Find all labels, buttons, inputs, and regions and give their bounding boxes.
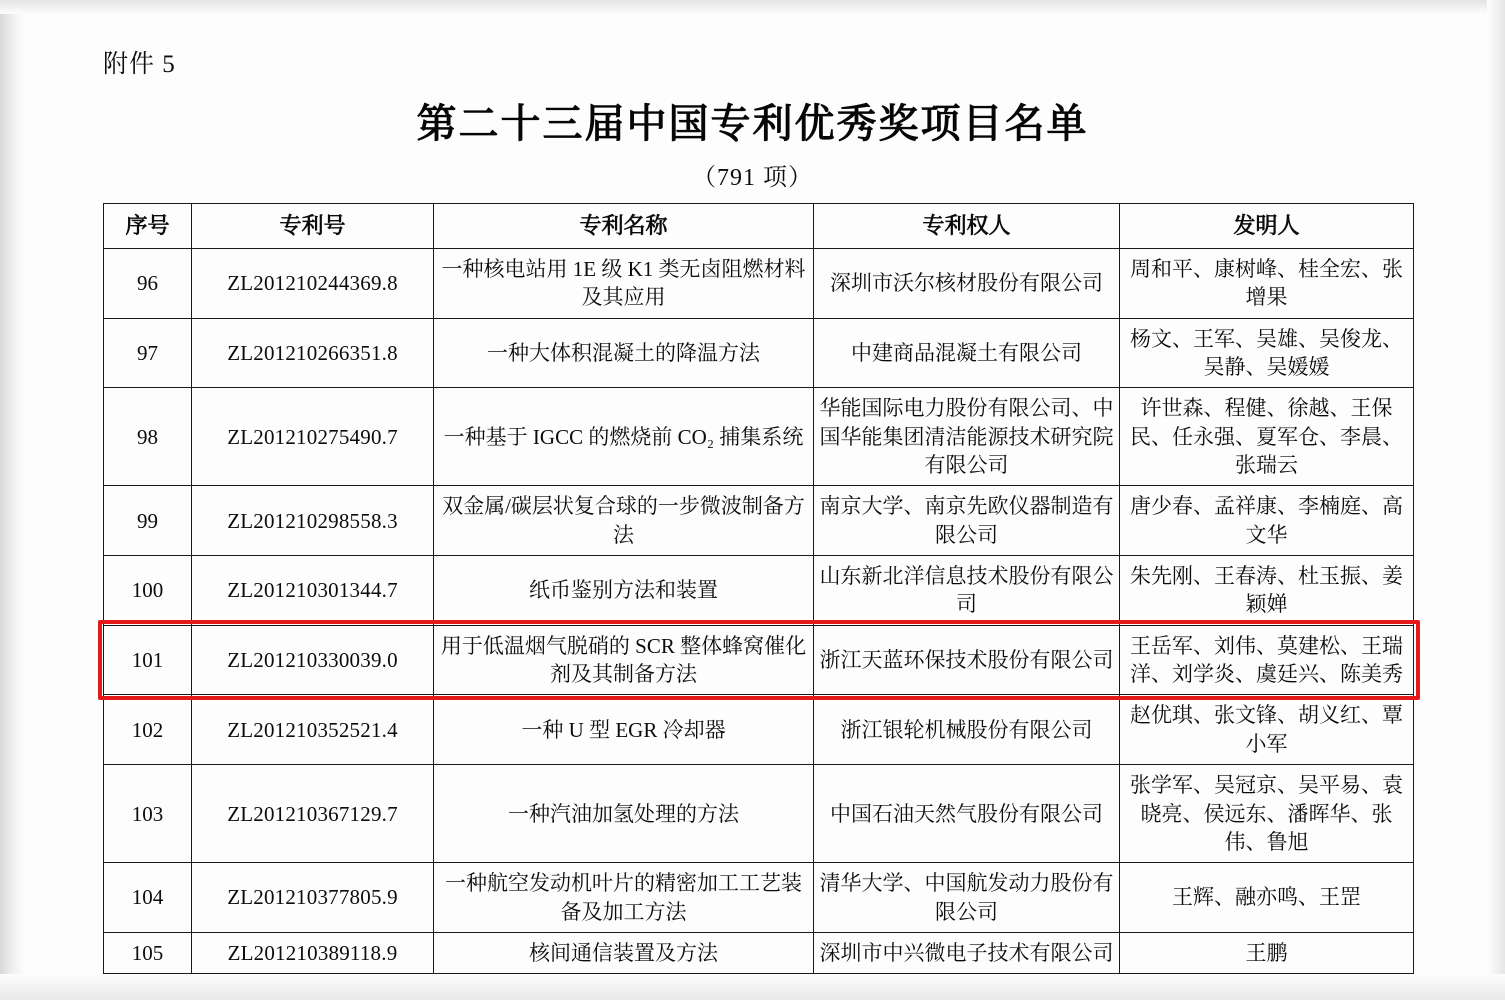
cell-owner: 清华大学、中国航发动力股份有限公司 [814,863,1120,933]
cell-inventors: 唐少春、孟祥康、李楠庭、高文华 [1120,486,1414,556]
cell-inventors: 赵优琪、张文锋、胡义红、覃小军 [1120,695,1414,765]
cell-patent-no: ZL201210389118.9 [192,932,434,973]
table-row [104,932,1414,973]
cell-patent-name: 纸币鉴别方法和装置 [434,556,814,626]
patent-list-table-wrapper [103,203,1413,974]
cell-no: 98 [104,388,192,486]
scan-edge-left [0,0,26,1000]
cell-patent-name: 一种核电站用 1E 级 K1 类无卤阻燃材料及其应用 [434,249,814,319]
cell-patent-name: 用于低温烟气脱硝的 SCR 整体蜂窝催化剂及其制备方法 [434,625,814,695]
cell-patent-no: ZL201210377805.9 [192,863,434,933]
cell-patent-no: ZL201210301344.7 [192,556,434,626]
cell-no: 104 [104,863,192,933]
cell-patent-name: 一种大体积混凝土的降温方法 [434,318,814,388]
scan-edge-bottom [0,974,1505,1000]
column-header-no: 序号 [104,204,192,249]
table-row [104,765,1414,863]
cell-patent-no: ZL201210298558.3 [192,486,434,556]
page-title: 第二十三届中国专利优秀奖项目名单 [416,101,1089,146]
cell-owner: 浙江银轮机械股份有限公司 [814,695,1120,765]
scan-edge-top [0,0,1505,14]
cell-patent-name: 一种航空发动机叶片的精密加工工艺装备及加工方法 [434,863,814,933]
table-row [104,318,1414,388]
table-row [104,695,1414,765]
table-row [104,486,1414,556]
cell-no: 97 [104,318,192,388]
cell-no: 103 [104,765,192,863]
cell-no: 102 [104,695,192,765]
cell-patent-no: ZL201210266351.8 [192,318,434,388]
cell-patent-name: 一种 U 型 EGR 冷却器 [434,695,814,765]
table-row [104,625,1414,695]
cell-no: 100 [104,556,192,626]
cell-patent-no: ZL201210352521.4 [192,695,434,765]
patent-list-table [103,203,1414,974]
cell-owner: 中国石油天然气股份有限公司 [814,765,1120,863]
cell-owner: 深圳市中兴微电子技术有限公司 [814,932,1120,973]
cell-patent-no: ZL201210330039.0 [192,625,434,695]
cell-owner: 华能国际电力股份有限公司、中国华能集团清洁能源技术研究院有限公司 [814,388,1120,486]
cell-patent-no: ZL201210367129.7 [192,765,434,863]
cell-inventors: 王辉、融亦鸣、王罡 [1120,863,1414,933]
cell-patent-name: 一种基于 IGCC 的燃烧前 CO₂ 捕集系统 [434,388,814,486]
cell-owner: 中建商品混凝土有限公司 [814,318,1120,388]
cell-no: 96 [104,249,192,319]
cell-owner: 南京大学、南京先欧仪器制造有限公司 [814,486,1120,556]
column-header-owner: 专利权人 [814,204,1120,249]
cell-no: 105 [104,932,192,973]
cell-inventors: 杨文、王军、吴雄、吴俊龙、吴静、吴媛媛 [1120,318,1414,388]
column-header-patent-name: 专利名称 [434,204,814,249]
cell-owner: 山东新北洋信息技术股份有限公司 [814,556,1120,626]
table-row [104,556,1414,626]
table-header-row [104,204,1414,249]
table-row [104,388,1414,486]
cell-patent-name: 一种汽油加氢处理的方法 [434,765,814,863]
cell-inventors: 周和平、康树峰、桂全宏、张增果 [1120,249,1414,319]
table-body [104,249,1414,974]
cell-owner: 浙江天蓝环保技术股份有限公司 [814,625,1120,695]
scan-edge-right [1487,0,1505,1000]
cell-patent-name: 双金属/碳层状复合球的一步微波制备方法 [434,486,814,556]
cell-no: 101 [104,625,192,695]
cell-patent-no: ZL201210275490.7 [192,388,434,486]
cell-inventors: 朱先刚、王春涛、杜玉振、姜颖婵 [1120,556,1414,626]
cell-inventors: 王鹏 [1120,932,1414,973]
table-row [104,249,1414,319]
column-header-patent-no: 专利号 [192,204,434,249]
cell-owner: 深圳市沃尔核材股份有限公司 [814,249,1120,319]
cell-no: 99 [104,486,192,556]
cell-patent-name: 核间通信装置及方法 [434,932,814,973]
cell-patent-no: ZL201210244369.8 [192,249,434,319]
column-header-inventors: 发明人 [1120,204,1414,249]
cell-inventors: 张学军、吴冠京、吴平易、袁晓亮、侯远东、潘晖华、张伟、鲁旭 [1120,765,1414,863]
cell-inventors: 王岳军、刘伟、莫建松、王瑞洋、刘学炎、虞廷兴、陈美秀 [1120,625,1414,695]
cell-inventors: 许世森、程健、徐越、王保民、任永强、夏军仓、李晨、张瑞云 [1120,388,1414,486]
attachment-label: 附件 5 [103,51,176,78]
table-row [104,863,1414,933]
page-subtitle: （791 项） [692,165,813,191]
